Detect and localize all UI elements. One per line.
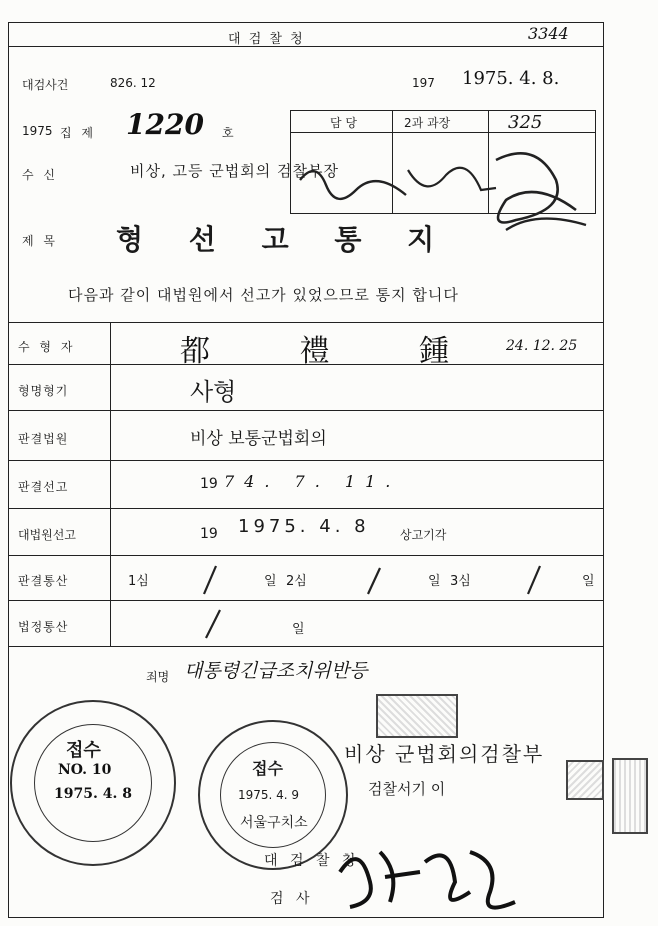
court-stamp: 비상 군법회의검찰부	[344, 742, 545, 766]
table-rule-5	[8, 508, 604, 509]
register-number: 1220	[126, 108, 204, 141]
approval-box-rule	[290, 132, 596, 133]
case-date: 1975. 4. 8.	[462, 68, 560, 89]
legal-label: 법정통산	[18, 620, 69, 634]
register-label: 집 제	[60, 126, 96, 140]
document-number: 3344	[528, 24, 569, 43]
subject-label: 제 목	[22, 234, 58, 248]
prosecutor-signature	[330, 832, 530, 922]
detention-second: 2심	[286, 574, 307, 589]
court-label: 판결법원	[18, 432, 69, 446]
approval-col3-mark: 325	[508, 112, 543, 133]
detention-unit1: 일	[264, 574, 277, 589]
supreme-date-value: 1975. 4. 8	[238, 516, 370, 537]
seal-square-1	[376, 694, 458, 738]
receipt-stamp-mid-title: 접수	[252, 759, 283, 778]
verdict-date-value: 74. 7. 11.	[224, 472, 401, 491]
detention-unit2: 일	[428, 574, 441, 589]
charge-label: 죄명	[146, 670, 170, 684]
table-label-divider	[110, 322, 111, 646]
detention-third: 3심	[450, 574, 471, 589]
court-stamp-sub: 검찰서기 이	[368, 780, 446, 798]
case-number: 826. 12	[110, 76, 156, 90]
verdict-date-label: 판결선고	[18, 480, 69, 494]
supreme-date-label: 대법원선고	[18, 528, 76, 542]
legal-unit: 일	[292, 622, 305, 637]
table-rule-1	[8, 322, 604, 323]
approval-col2: 2과 과장	[404, 116, 451, 130]
verdict-date-prefix: 19	[200, 476, 218, 492]
recipient-label: 수 신	[22, 168, 58, 182]
table-rule-6	[8, 555, 604, 556]
receipt-stamp-left-line1: NO. 10	[58, 762, 112, 778]
receipt-stamp-left-line2: 1975. 4. 8	[54, 786, 132, 802]
seal-square-2	[566, 760, 604, 800]
approval-col1: 담 당	[330, 116, 357, 130]
notice-sentence: 다음과 같이 대법원에서 선고가 있었으므로 통지 합니다	[68, 286, 459, 304]
table-rule-8	[8, 646, 604, 647]
register-suffix: 호	[222, 126, 234, 140]
convict-label: 수 형 자	[18, 340, 76, 354]
table-rule-4	[8, 460, 604, 461]
receipt-stamp-mid-line1: 1975. 4. 9	[238, 788, 300, 802]
footer-agency: 대 검 찰 청	[264, 853, 360, 869]
header-agency: 대 검 찰 청	[228, 32, 305, 47]
case-label: 대검사건	[22, 78, 69, 92]
detention-slashes	[190, 562, 550, 598]
receipt-stamp-mid-line2: 서울구치소	[240, 815, 308, 831]
seal-square-3	[612, 758, 648, 834]
legal-slash	[196, 606, 226, 642]
charge-value: 대통령긴급조치위반등	[184, 660, 368, 682]
case-date-prefix: 197	[412, 76, 435, 90]
table-rule-7	[8, 600, 604, 601]
convict-birth: 24. 12. 25	[506, 338, 578, 354]
subject-value: 형 선 고 통 지	[116, 223, 453, 256]
sentence-label: 형명형기	[18, 384, 69, 398]
header-rule	[8, 46, 604, 47]
sentence-value: 사형	[190, 378, 237, 406]
register-year: 1975	[22, 124, 53, 138]
supreme-date-prefix: 19	[200, 526, 218, 542]
supreme-date-result: 상고기각	[400, 528, 447, 542]
table-rule-3	[8, 410, 604, 411]
convict-name: 都 禮 鍾	[180, 334, 490, 369]
recipient-value: 비상, 고등 군법회의 검찰부장	[130, 162, 339, 180]
footer-role: 검 사	[270, 891, 314, 907]
receipt-stamp-left-title: 접수	[66, 740, 101, 761]
detention-label: 판결통산	[18, 574, 69, 588]
detention-unit3: 일	[582, 574, 595, 589]
detention-first: 1심	[128, 574, 149, 589]
court-value: 비상 보통군법회의	[190, 429, 327, 449]
